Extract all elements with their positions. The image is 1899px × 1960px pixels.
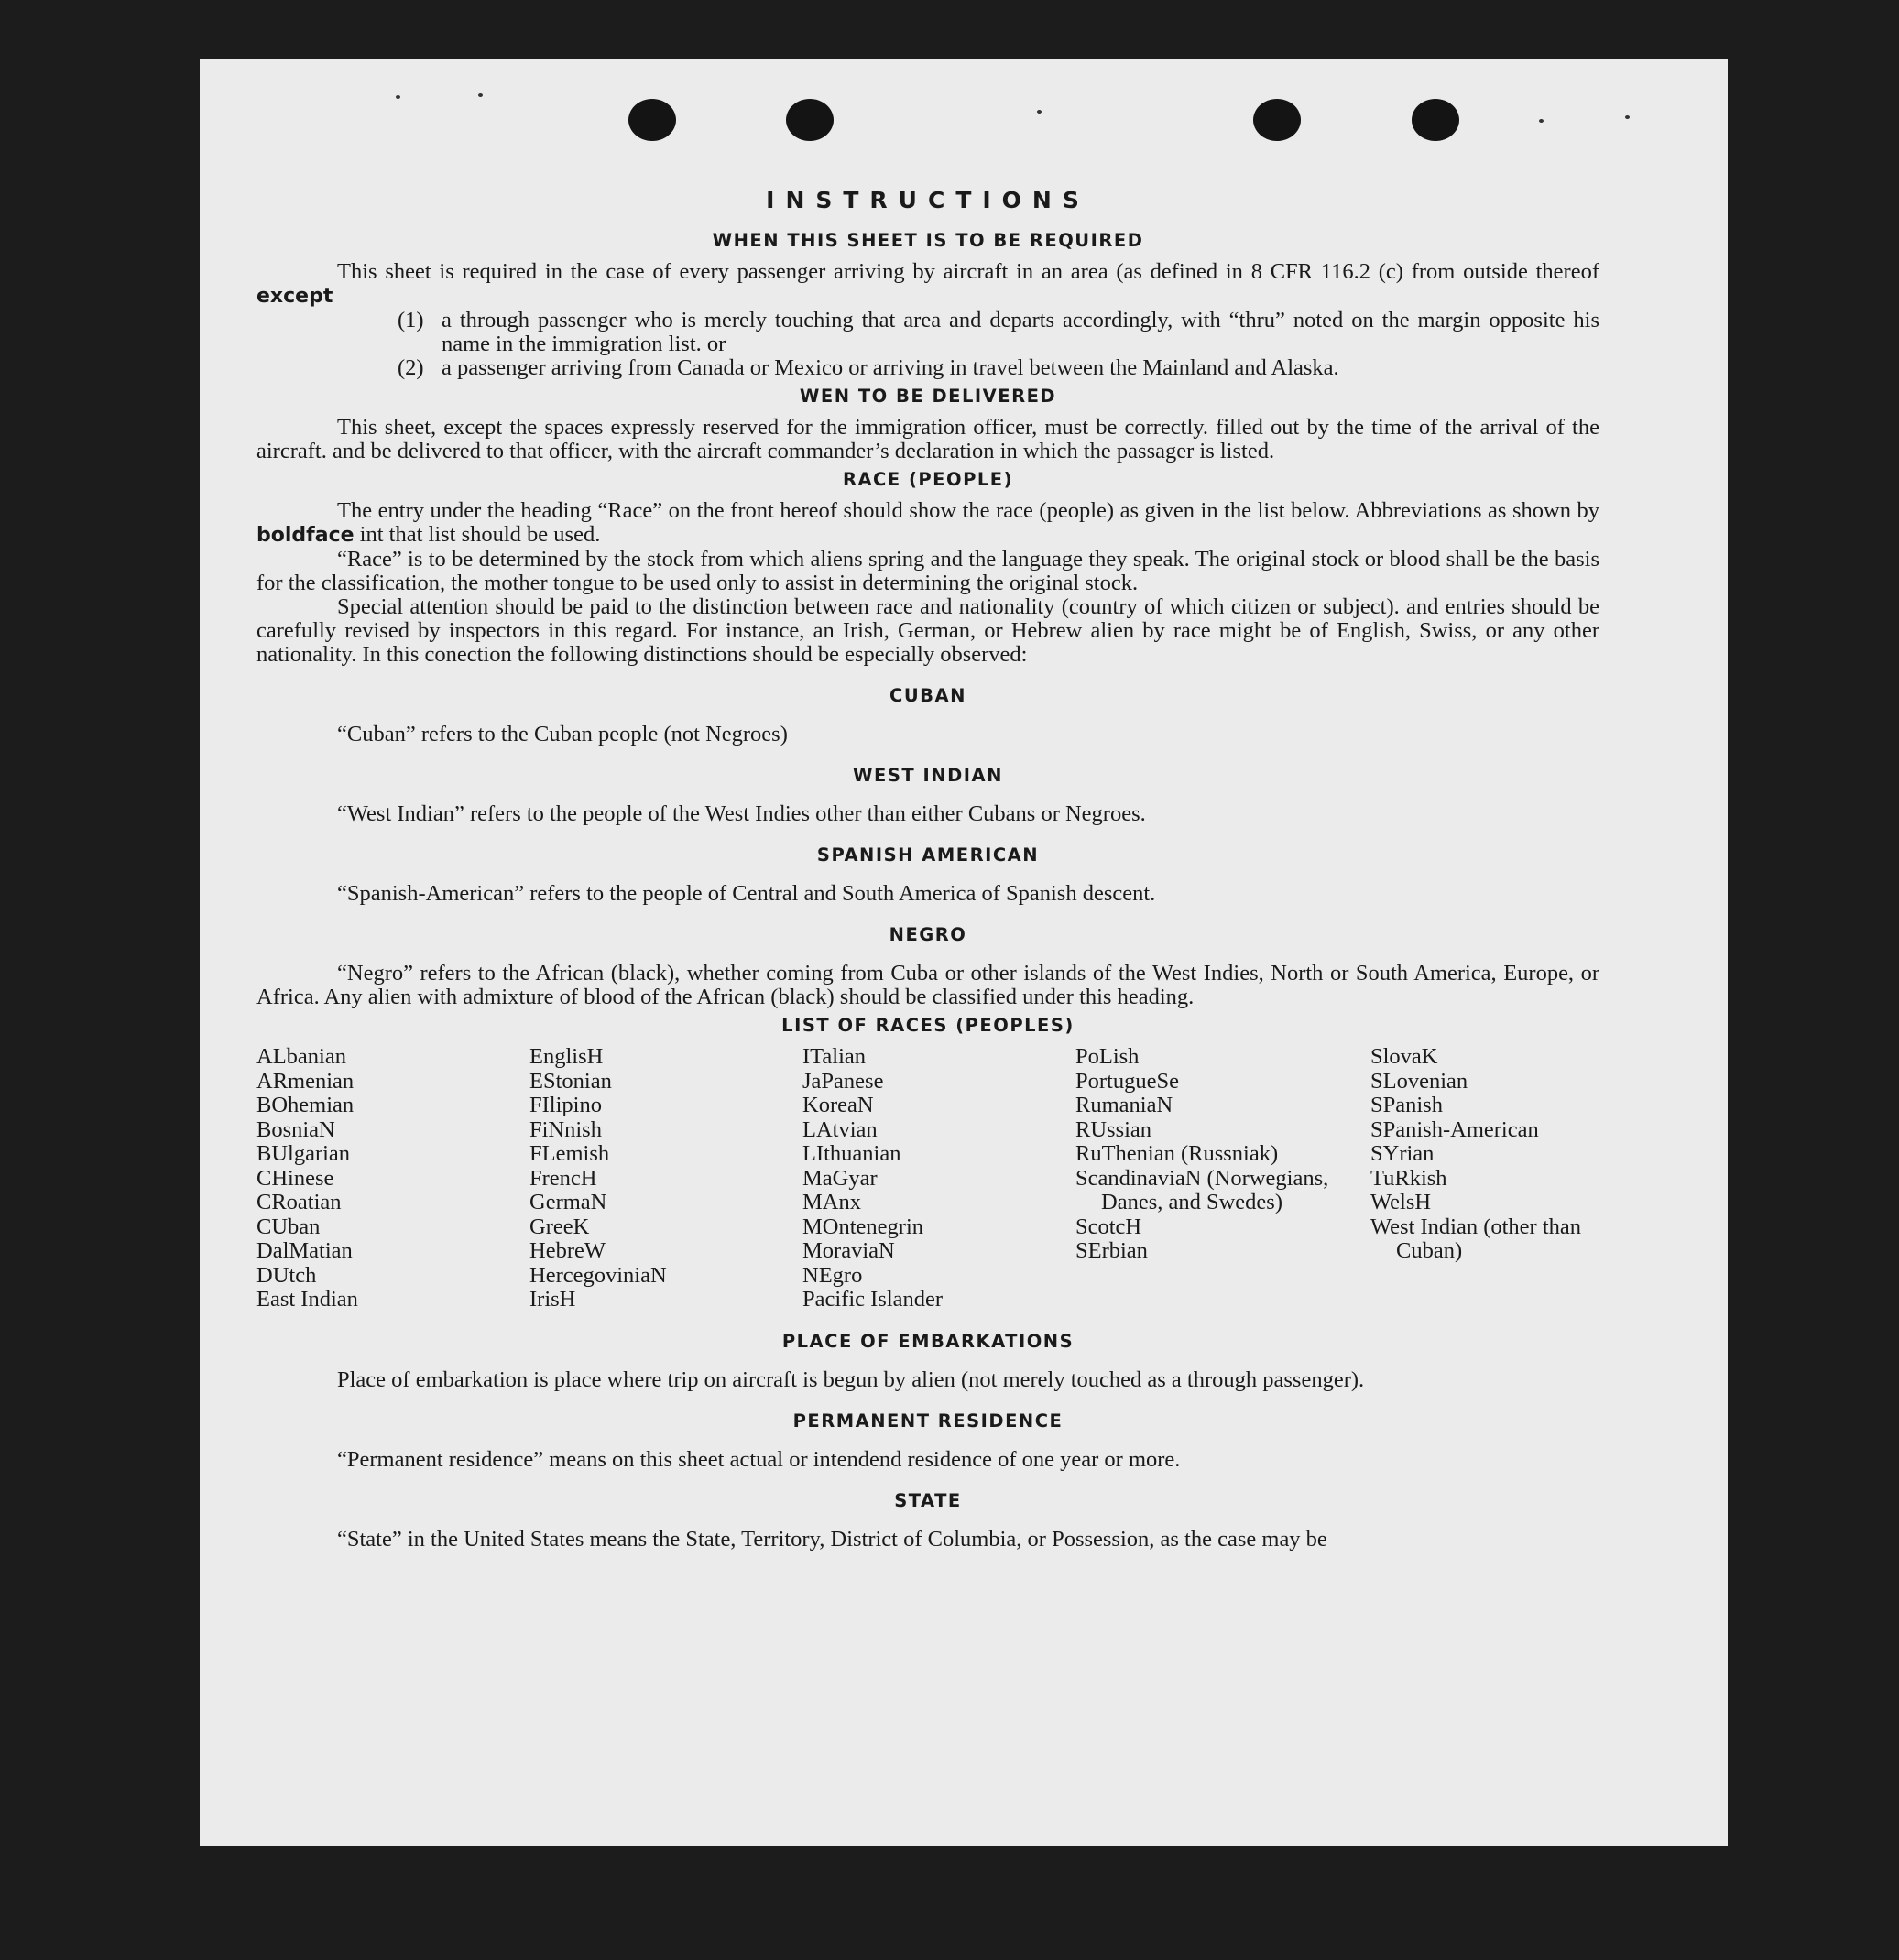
negro-text: “Negro” refers to the African (black), whether coming from Cuba or other islands of the West Indies, North or South America, Europe, or Africa. Any alien with admixture of blood of the African (black) should be classified under this heading. xyxy=(256,961,1599,1009)
heading-state: STATE xyxy=(894,1489,962,1511)
heading-race: RACE (PEOPLE) xyxy=(842,469,1014,490)
race-entry: ScotcH xyxy=(1075,1214,1142,1239)
race-entry: KoreaN xyxy=(802,1093,874,1117)
race-entry: DalMatian xyxy=(256,1238,353,1263)
race-entry: HercegoviniaN xyxy=(529,1262,667,1288)
race-entry: SLovenian xyxy=(1370,1068,1468,1094)
cuban-text: “Cuban” refers to the Cuban people (not Negroes) xyxy=(337,722,788,746)
paper-speck xyxy=(1037,110,1042,114)
heading-delivered: WEN TO BE DELIVERED xyxy=(799,386,1057,407)
race-entry: East Indian xyxy=(256,1287,358,1312)
race-entry: SPanish xyxy=(1370,1093,1443,1117)
race-entry: RUssian xyxy=(1075,1116,1152,1142)
race-entry: FrencH xyxy=(529,1165,597,1191)
punch-hole xyxy=(1412,99,1459,141)
race-entry: CUban xyxy=(256,1214,321,1239)
embarkation-text: Place of embarkation is place where trip on aircraft is begun by alien (not merely touched as a through passenger). xyxy=(337,1367,1365,1392)
race-entry: RumaniaN xyxy=(1075,1093,1173,1117)
race-entry: ITalian xyxy=(802,1044,867,1069)
paper-speck xyxy=(396,95,400,99)
race-entry: EStonian xyxy=(529,1068,612,1094)
race-entry: BUlgarian xyxy=(256,1141,351,1166)
required-item-1: (1) a through passenger who is merely touching that area and departs accordingly, with “thru” noted on the margin opposite his name in the immigration list. or xyxy=(398,308,1599,356)
race-entry: LAtvian xyxy=(802,1116,878,1142)
race-entry: MAnx xyxy=(802,1190,861,1214)
heading-cuban: CUBAN xyxy=(889,685,966,706)
race-entry: GreeK xyxy=(529,1214,590,1239)
state-text: “State” in the United States means the State, Territory, District of Columbia, or Possession, as the case may be xyxy=(337,1526,1327,1552)
required-intro: This sheet is required in the case of every passenger arriving by aircraft in an area (as defined in 8 CFR 116.2 (c) from outside thereof except xyxy=(256,259,1599,308)
races-column-5 xyxy=(1370,1045,1609,1312)
race-entry: HebreW xyxy=(529,1238,606,1263)
race-entry: SYrian xyxy=(1370,1141,1435,1166)
race-entry: GermaN xyxy=(529,1190,607,1214)
boldface-word: boldface xyxy=(256,524,355,547)
race-entry: MoraviaN xyxy=(802,1238,895,1263)
required-item-2: (2) a passenger arriving from Canada or Mexico or arriving in travel between the Mainland and Alaska. xyxy=(398,355,1339,380)
delivered-text: This sheet, except the spaces expressly reserved for the immigration officer, must be correctly. filled out by the time of the arrival of the aircraft. and be delivered to that officer, with the aircraft commander’s declaration in which the passager is listed. xyxy=(256,415,1599,463)
race-entry: SErbian xyxy=(1075,1238,1148,1263)
races-list xyxy=(256,1045,1599,1312)
paper-speck xyxy=(478,93,483,97)
heading-spanish-american: SPANISH AMERICAN xyxy=(816,844,1040,866)
document-page xyxy=(200,59,1728,1846)
race-entry: MOntenegrin xyxy=(802,1214,923,1239)
race-entry: BOhemian xyxy=(256,1093,355,1117)
punch-hole xyxy=(628,99,676,141)
races-column-4 xyxy=(1075,1045,1370,1312)
race-entry: FiNnish xyxy=(529,1116,602,1142)
races-column-3 xyxy=(802,1045,1075,1312)
race-entry: RuThenian (Russniak) xyxy=(1075,1141,1279,1166)
paper-speck xyxy=(1539,119,1544,123)
race-entry: ScandinaviaN (Norwegians, Danes, and Swedes) xyxy=(1075,1165,1329,1214)
spanish-american-text: “Spanish-American” refers to the people of Central and South America of Spanish descent. xyxy=(337,881,1156,906)
race-entry: West Indian (other than Cuban) xyxy=(1370,1214,1582,1263)
race-entry: CHinese xyxy=(256,1165,334,1191)
race-entry: WelsH xyxy=(1370,1190,1432,1214)
race-entry: Pacific Islander xyxy=(802,1287,944,1312)
race-entry: ARmenian xyxy=(256,1068,355,1094)
race-entry: JaPanese xyxy=(802,1068,884,1094)
heading-required: WHEN THIS SHEET IS TO BE REQUIRED xyxy=(712,230,1144,251)
races-column-2 xyxy=(529,1045,802,1312)
race-entry: IrisH xyxy=(529,1287,576,1312)
heading-permanent-residence: PERMANENT RESIDENCE xyxy=(792,1410,1064,1432)
heading-west-indian: WEST INDIAN xyxy=(853,765,1003,786)
punch-hole xyxy=(1253,99,1301,141)
race-entry: CRoatian xyxy=(256,1190,342,1214)
heading-negro: NEGRO xyxy=(889,924,967,945)
heading-list-of-races: LIST OF RACES (PEOPLES) xyxy=(781,1015,1075,1036)
race-entry: ALbanian xyxy=(256,1044,346,1069)
residence-text: “Permanent residence” means on this sheet actual or intendend residence of one year or more. xyxy=(337,1446,1181,1472)
race-entry: PoLish xyxy=(1075,1044,1140,1069)
race-entry: FLemish xyxy=(529,1141,610,1166)
races-column-1 xyxy=(256,1045,529,1312)
race-paragraph-3: Special attention should be paid to the distinction between race and nationality (country of which citizen or subject). and entries should be carefully revised by inspectors in this regard. For instance, an Irish, German, or Hebrew alien by race might be of English, Swiss, or any other nationality. In this conection the following distinctions should be especially observed: xyxy=(256,594,1599,667)
race-entry: SPanish-American xyxy=(1370,1116,1539,1142)
race-entry: TuRkish xyxy=(1370,1165,1447,1191)
race-entry: FIlipino xyxy=(529,1093,602,1117)
race-entry: LIthuanian xyxy=(802,1141,901,1166)
race-entry: BosniaN xyxy=(256,1116,335,1142)
race-entry: NEgro xyxy=(802,1262,863,1288)
race-paragraph-1: The entry under the heading “Race” on the front hereof should show the race (people) as given in the list below. Abbreviations as shown by boldface int that list should be used. xyxy=(256,498,1599,547)
page-title: INSTRUCTIONS xyxy=(766,187,1090,213)
race-entry: PortugueSe xyxy=(1075,1068,1179,1094)
heading-embarkation: PLACE OF EMBARKATIONS xyxy=(781,1330,1075,1352)
race-entry: DUtch xyxy=(256,1262,317,1288)
paper-speck xyxy=(1625,115,1630,119)
west-indian-text: “West Indian” refers to the people of the West Indies other than either Cubans or Negroes. xyxy=(337,801,1146,826)
except-word: except xyxy=(256,285,333,308)
race-entry: MaGyar xyxy=(802,1165,878,1191)
race-entry: EnglisH xyxy=(529,1044,604,1069)
race-entry: SlovaK xyxy=(1370,1044,1438,1069)
punch-hole xyxy=(786,99,834,141)
race-paragraph-2: “Race” is to be determined by the stock from which aliens spring and the language they speak. The original stock or blood shall be the basis for the classification, the mother tongue to be used only to assist in determining the original stock. xyxy=(256,547,1599,595)
